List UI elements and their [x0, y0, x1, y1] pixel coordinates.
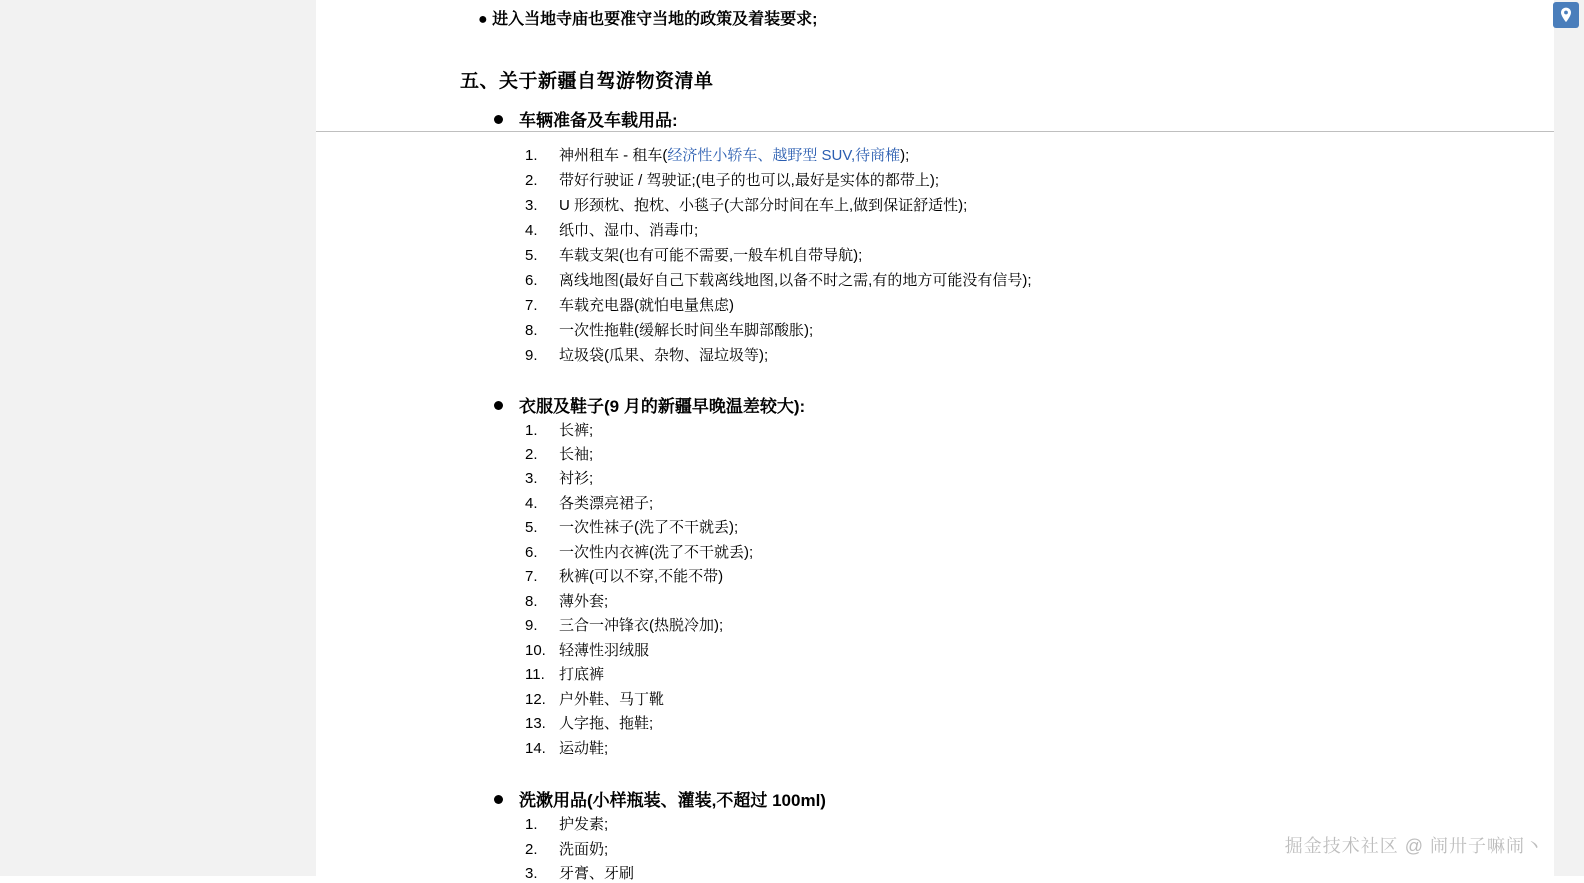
document-line-top: ● 进入当地寺庙也要准守当地的政策及着装要求; — [478, 11, 818, 28]
list-item: 1. 长裤; — [525, 422, 594, 439]
watermark — [1285, 832, 1544, 858]
list-item: 2. 洗面奶; — [525, 841, 609, 858]
page-break-line — [316, 131, 1554, 132]
group-title-toiletries: 洗漱用品(小样瓶装、灌装,不超过 100ml) — [494, 786, 826, 811]
list-item: 3. 衬衫; — [525, 470, 594, 487]
list-item: 14. 运动鞋; — [525, 740, 609, 757]
right-gutter — [1553, 0, 1584, 876]
list-item: 11. 打底裤 — [525, 666, 605, 683]
list-item: 3. 牙膏、牙刷 — [525, 865, 635, 882]
list-item: 5. 一次性袜子(洗了不干就丢); — [525, 519, 739, 536]
watermark-at: @ — [1404, 836, 1424, 856]
page-break-mark-right — [1416, 127, 1446, 136]
list-item: 3. U 形颈枕、抱枕、小毯子(大部分时间在车上,做到保证舒适性); — [525, 197, 968, 214]
list-item: 1. 神州租车 - 租车(经济性小轿车、越野型 SUV,待商榷); — [525, 147, 910, 164]
watermark-site: 掘金技术社区 — [1284, 836, 1399, 856]
list-item: 4. 各类漂亮裙子; — [525, 495, 654, 512]
list-item: 6. 离线地图(最好自己下载离线地图,以备不时之需,有的地方可能没有信号); — [525, 272, 1032, 289]
document-page — [316, 0, 1554, 882]
list-item: 5. 车载支架(也有可能不需要,一般车机自带导航); — [525, 247, 863, 264]
watermark-user: 闹卅子嘛闹丶 — [1430, 836, 1544, 856]
location-pin-button[interactable] — [1553, 2, 1579, 28]
group-title-vehicle: 车辆准备及车载用品: — [494, 106, 678, 131]
list-item: 2. 长袖; — [525, 446, 594, 463]
list-item: 2. 带好行驶证 / 驾驶证;(电子的也可以,最好是实体的都带上); — [525, 172, 939, 189]
group-title-clothes: 衣服及鞋子(9 月的新疆早晚温差较大): — [494, 392, 805, 417]
list-item: 10. 轻薄性羽绒服 — [525, 642, 650, 659]
list-item: 8. 薄外套; — [525, 593, 609, 610]
bullet-icon — [494, 401, 503, 410]
left-gutter — [0, 0, 317, 876]
bullet-icon — [494, 795, 503, 804]
list-item: 6. 一次性内衣裤(洗了不干就丢); — [525, 544, 754, 561]
list-item: 9. 三合一冲锋衣(热脱冷加); — [525, 617, 724, 634]
page-break-mark-left — [436, 127, 466, 136]
list-item: 1. 护发素; — [525, 816, 609, 833]
location-pin-icon — [1559, 7, 1573, 23]
list-item: 13. 人字拖、拖鞋; — [525, 715, 654, 732]
list-item: 9. 垃圾袋(瓜果、杂物、湿垃圾等); — [525, 347, 769, 364]
list-item: 4. 纸巾、湿巾、消毒巾; — [525, 222, 699, 239]
bullet-icon — [494, 115, 503, 124]
list-item: 7. 车载充电器(就怕电量焦虑) — [525, 297, 734, 314]
list-item: 8. 一次性拖鞋(缓解长时间坐车脚部酸胀); — [525, 322, 814, 339]
section-heading: 五、关于新疆自驾游物资清单 — [460, 71, 714, 92]
list-item: 12. 户外鞋、马丁靴 — [525, 691, 665, 708]
list-item: 7. 秋裤(可以不穿,不能不带) — [525, 568, 724, 585]
